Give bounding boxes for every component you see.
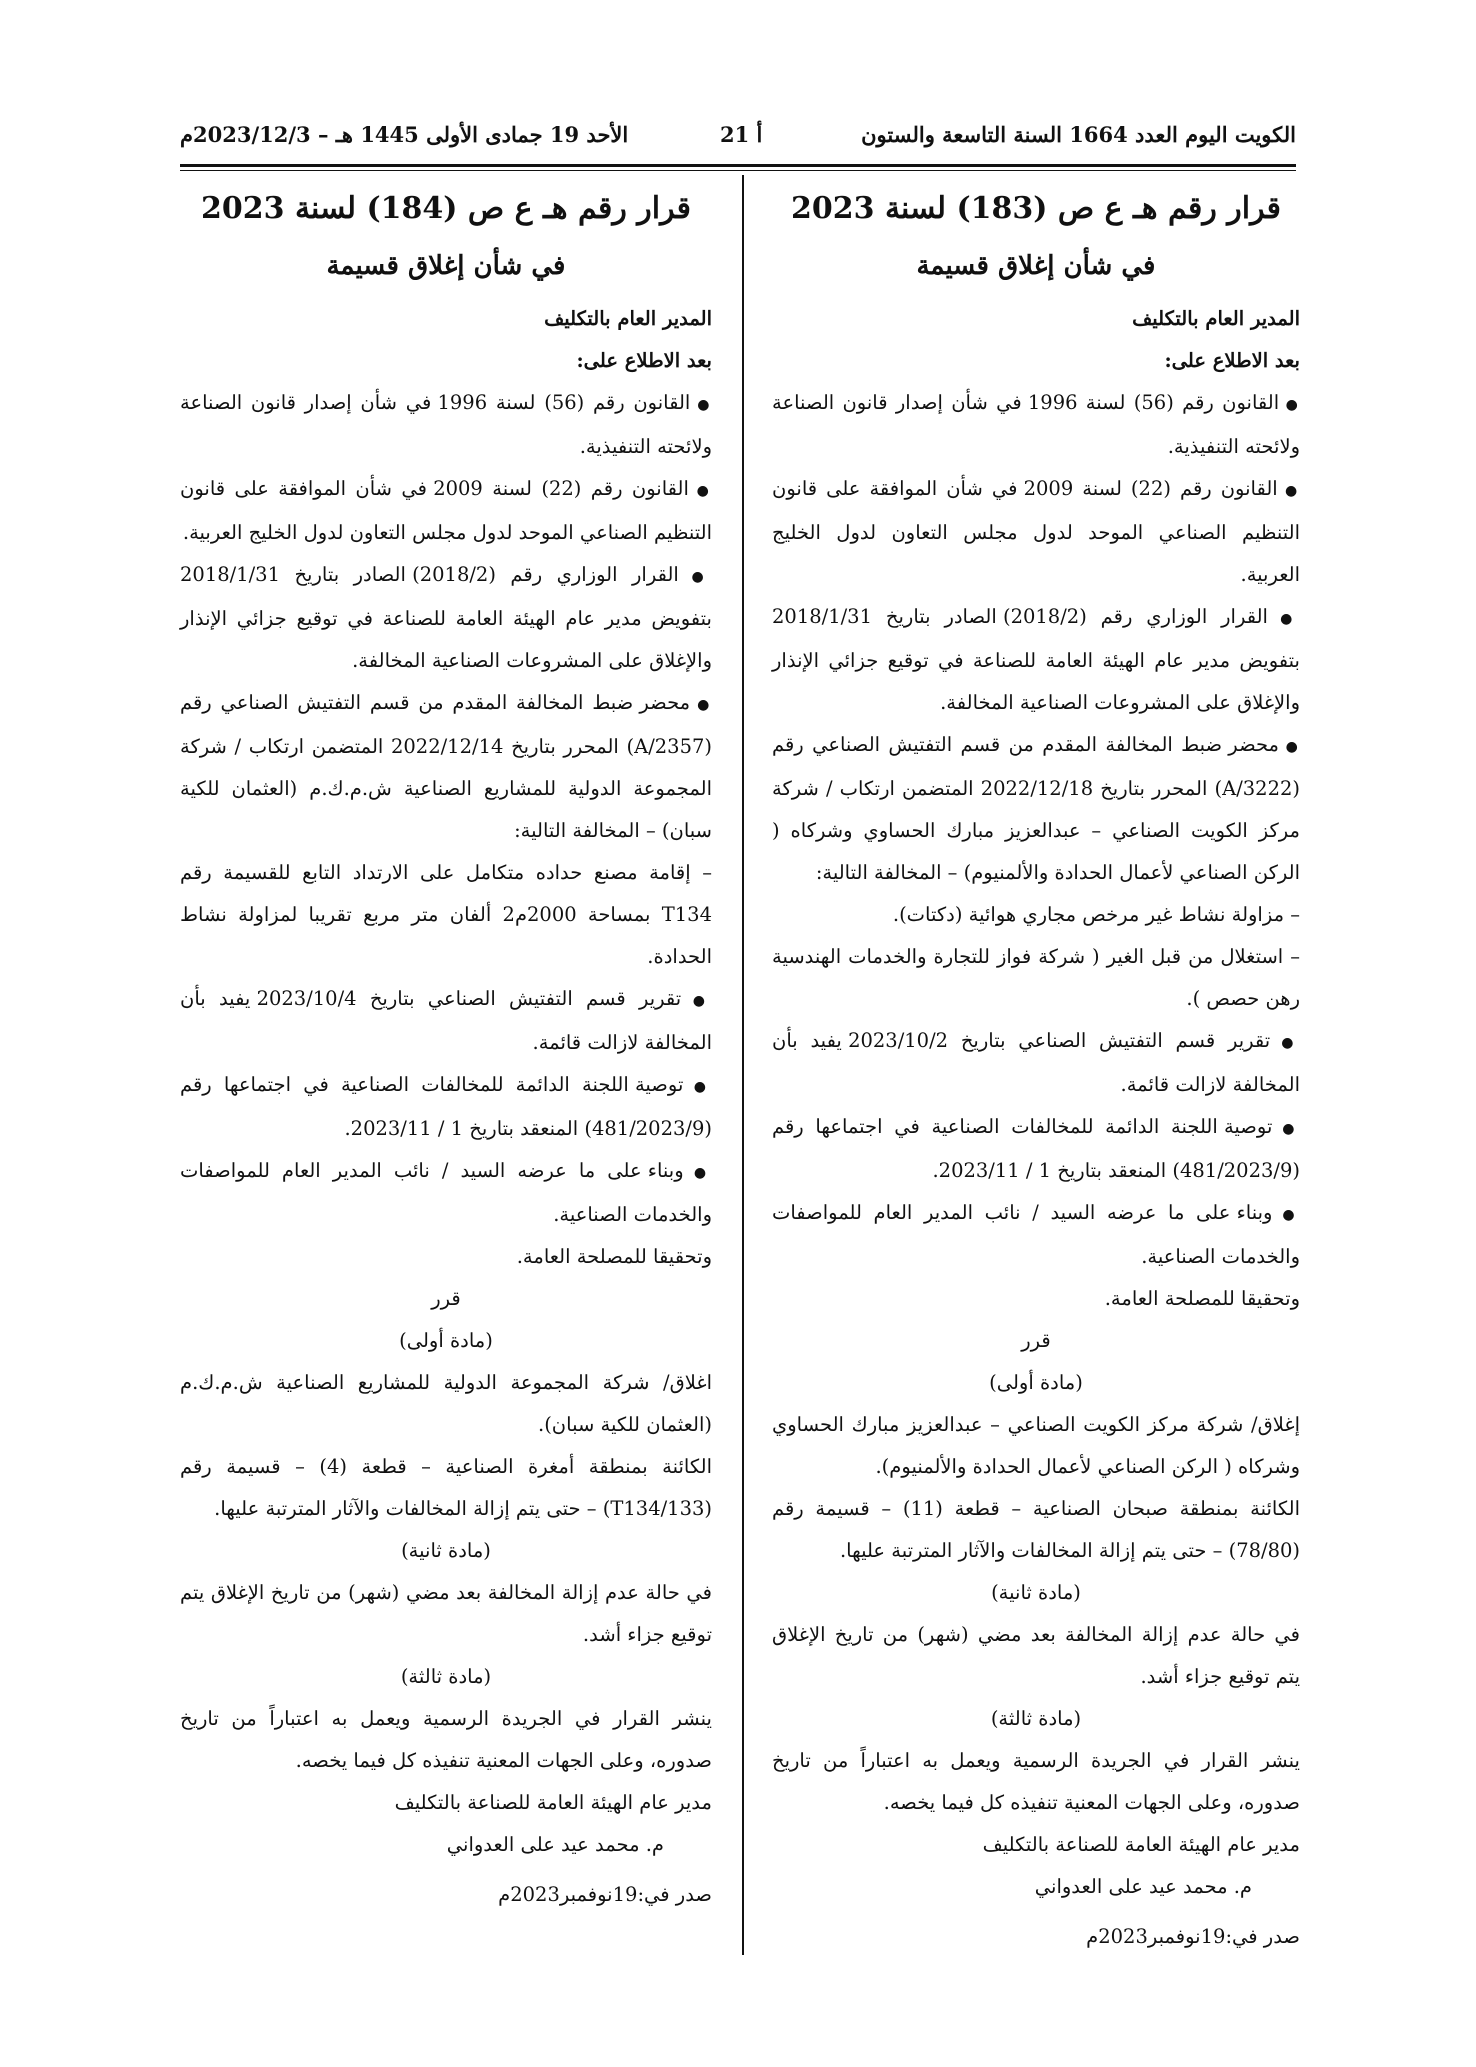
header-rule-thick xyxy=(180,164,1296,167)
decision-184-subtitle: في شأن إغلاق قسيمة xyxy=(326,251,566,281)
decision-183-article-3: ينشر القرار في الجريدة الرسمية ويعمل به اعتباراً من تاريخ صدوره، وعلى الجهات المعنية تنفيذه كل فيما يخصه. xyxy=(772,1749,1300,1814)
decision-183-article-2-label: (مادة ثانية) xyxy=(991,1581,1081,1604)
decision-184-article-2: في حالة عدم إزالة المخالفة بعد مضي (شهر) من تاريخ الإغلاق يتم توقيع جزاء أشد. xyxy=(180,1581,712,1646)
decision-183-recital-7: ● وبناء على ما عرضه السيد / نائب المدير العام للمواصفات والخدمات الصناعية. xyxy=(772,1192,1300,1278)
issue-date: الأحد 19 جمادى الأولى 1445 هـ – 2023/12/3م xyxy=(180,122,629,147)
decision-183-article-3-label: (مادة ثالثة) xyxy=(990,1707,1082,1730)
decision-183-article-1-a: إغلاق/ شركة مركز الكويت الصناعي – عبدالعزيز مبارك الحساوي وشركاه ( الركن الصناعي لأعمال الحدادة والألمنيوم). xyxy=(772,1413,1300,1478)
decision-183-article-1-label: (مادة أولى) xyxy=(989,1371,1083,1394)
decision-183-signatory-title: مدير عام الهيئة العامة للصناعة بالتكليف xyxy=(982,1833,1300,1856)
column-divider xyxy=(742,175,744,1955)
decision-183-signatory-name: م. محمد عيد على العدواني xyxy=(1034,1875,1252,1898)
decision-184-signatory-title: مدير عام الهيئة العامة للصناعة بالتكليف xyxy=(394,1791,712,1814)
decision-184-recital-3: ● القرار الوزاري رقم (2018/2) الصادر بتاريخ 2018/1/31 بتفويض مدير عام الهيئة العامة للصناعة في توقيع جزائي الإنذار والإغلاق على المشروعات الصناعية المخالفة. xyxy=(180,554,712,682)
decision-183-director: المدير العام بالتكليف xyxy=(1132,307,1300,330)
decision-183-after-review: بعد الاطلاع على: xyxy=(1164,349,1300,372)
decision-184-recital-1: ● القانون رقم (56) لسنة 1996 في شأن إصدار قانون الصناعة ولائحته التنفيذية. xyxy=(180,382,712,468)
decision-184-recital-7: ● وبناء على ما عرضه السيد / نائب المدير العام للمواصفات والخدمات الصناعية. xyxy=(180,1150,712,1236)
decision-184-article-1-label: (مادة أولى) xyxy=(399,1329,493,1352)
decision-183-recital-1: ● القانون رقم (56) لسنة 1996 في شأن إصدار قانون الصناعة ولائحته التنفيذية. xyxy=(772,382,1300,468)
decision-183-decided: قرر xyxy=(1021,1329,1051,1352)
decision-183-title: قرار رقم هـ ع ص (183) لسنة 2023 xyxy=(791,191,1281,226)
decision-184-recital-5: ● تقرير قسم التفتيش الصناعي بتاريخ 2023/10/4 يفيد بأن المخالفة لازالت قائمة. xyxy=(180,978,712,1064)
decision-183-recital-5: ● تقرير قسم التفتيش الصناعي بتاريخ 2023/10/2 يفيد بأن المخالفة لازالت قائمة. xyxy=(772,1020,1300,1106)
decision-183-subtitle: في شأن إغلاق قسيمة xyxy=(916,251,1156,281)
decision-184-title: قرار رقم هـ ع ص (184) لسنة 2023 xyxy=(201,191,691,226)
header-rule-thin xyxy=(180,170,1296,171)
decision-183-recital-4: ● محضر ضبط المخالفة المقدم من قسم التفتيش الصناعي رقم (A/3222) المحرر بتاريخ 2022/12/18 المتضمن ارتكاب / شركة مركز الكويت الصناعي – عبدالعزيز مبارك الحساوي وشركاه ( الركن الصناعي لأعمال الحدادة والألمنيوم) – المخالفة التالية: xyxy=(772,724,1300,894)
decision-183-article-1-b: الكائنة بمنطقة صبحان الصناعية – قطعة (11) – قسيمة رقم (78/80) – حتى يتم إزالة المخالفات والآثار المترتبة عليها. xyxy=(772,1497,1301,1562)
issue-info: الكويت اليوم العدد 1664 السنة التاسعة والستون xyxy=(861,122,1296,147)
decision-184-article-1-a: اغلاق/ شركة المجموعة الدولية للمشاريع الصناعية ش.م.ك.م (العثمان للكية سبان). xyxy=(180,1371,712,1436)
decision-183-column xyxy=(772,180,1300,1958)
page-number: أ 21 xyxy=(720,122,763,147)
decision-184-recital-2: ● القانون رقم (22) لسنة 2009 في شأن الموافقة على قانون التنظيم الصناعي الموحد لدول مجلس التعاون لدول الخليج العربية. xyxy=(180,468,712,554)
decision-183-public-interest: وتحقيقا للمصلحة العامة. xyxy=(1104,1287,1300,1310)
decision-183-recital-6: ● توصية اللجنة الدائمة للمخالفات الصناعية في اجتماعها رقم (481/2023/9) المنعقد بتاريخ 1 / 2023/11. xyxy=(772,1106,1300,1192)
decision-184-issued-date: صدر في:19نوفمبر2023م xyxy=(498,1883,712,1906)
decision-184-article-2-label: (مادة ثانية) xyxy=(401,1539,491,1562)
decision-183-issued-date: صدر في:19نوفمبر2023م xyxy=(1086,1925,1300,1948)
page-header xyxy=(180,118,1296,158)
decision-184-column xyxy=(180,180,712,1916)
decision-184-signatory-name: م. محمد عيد على العدواني xyxy=(446,1833,664,1856)
decision-184-article-1-b: الكائنة بمنطقة أمغرة الصناعية – قطعة (4) – قسيمة رقم (T134/133) – حتى يتم إزالة المخالفات والآثار المترتبة عليها. xyxy=(180,1455,713,1520)
decision-184-decided: قرر xyxy=(431,1287,461,1310)
decision-183-violation-1: – مزاولة نشاط غير مرخص مجاري هوائية (دكتات). xyxy=(892,903,1300,926)
decision-184-article-3-label: (مادة ثالثة) xyxy=(400,1665,492,1688)
decision-183-recital-3: ● القرار الوزاري رقم (2018/2) الصادر بتاريخ 2018/1/31 بتفويض مدير عام الهيئة العامة للصناعة في توقيع جزائي الإنذار والإغلاق على المشروعات الصناعية المخالفة. xyxy=(772,596,1300,724)
decision-184-recital-4: ● محضر ضبط المخالفة المقدم من قسم التفتيش الصناعي رقم (A/2357) المحرر بتاريخ 2022/12/14 المتضمن ارتكاب / شركة المجموعة الدولية للمشاريع الصناعية ش.م.ك.م (العثمان للكية سبان) – المخالفة التالية: xyxy=(180,682,712,852)
decision-184-after-review: بعد الاطلاع على: xyxy=(576,349,712,372)
decision-183-violation-2: – استغلال من قبل الغير ( شركة فواز للتجارة والخدمات الهندسية رهن حصص ). xyxy=(772,945,1300,1010)
decision-184-director: المدير العام بالتكليف xyxy=(544,307,712,330)
decision-184-article-3: ينشر القرار في الجريدة الرسمية ويعمل به اعتباراً من تاريخ صدوره، وعلى الجهات المعنية تنفيذه كل فيما يخصه. xyxy=(180,1707,712,1772)
decision-184-violation-1: – إقامة مصنع حداده متكامل على الارتداد التابع للقسيمة رقم T134 بمساحة 2000م2 ألفان متر مربع تقريبا لمزاولة نشاط الحدادة. xyxy=(180,861,712,968)
decision-183-recital-2: ● القانون رقم (22) لسنة 2009 في شأن الموافقة على قانون التنظيم الصناعي الموحد لدول مجلس التعاون لدول الخليج العربية. xyxy=(772,468,1300,596)
decision-183-article-2: في حالة عدم إزالة المخالفة بعد مضي (شهر) من تاريخ الإغلاق يتم توقيع جزاء أشد. xyxy=(772,1623,1300,1688)
decision-184-recital-6: ● توصية اللجنة الدائمة للمخالفات الصناعية في اجتماعها رقم (481/2023/9) المنعقد بتاريخ 1 / 2023/11. xyxy=(180,1064,712,1150)
decision-184-public-interest: وتحقيقا للمصلحة العامة. xyxy=(516,1245,712,1268)
